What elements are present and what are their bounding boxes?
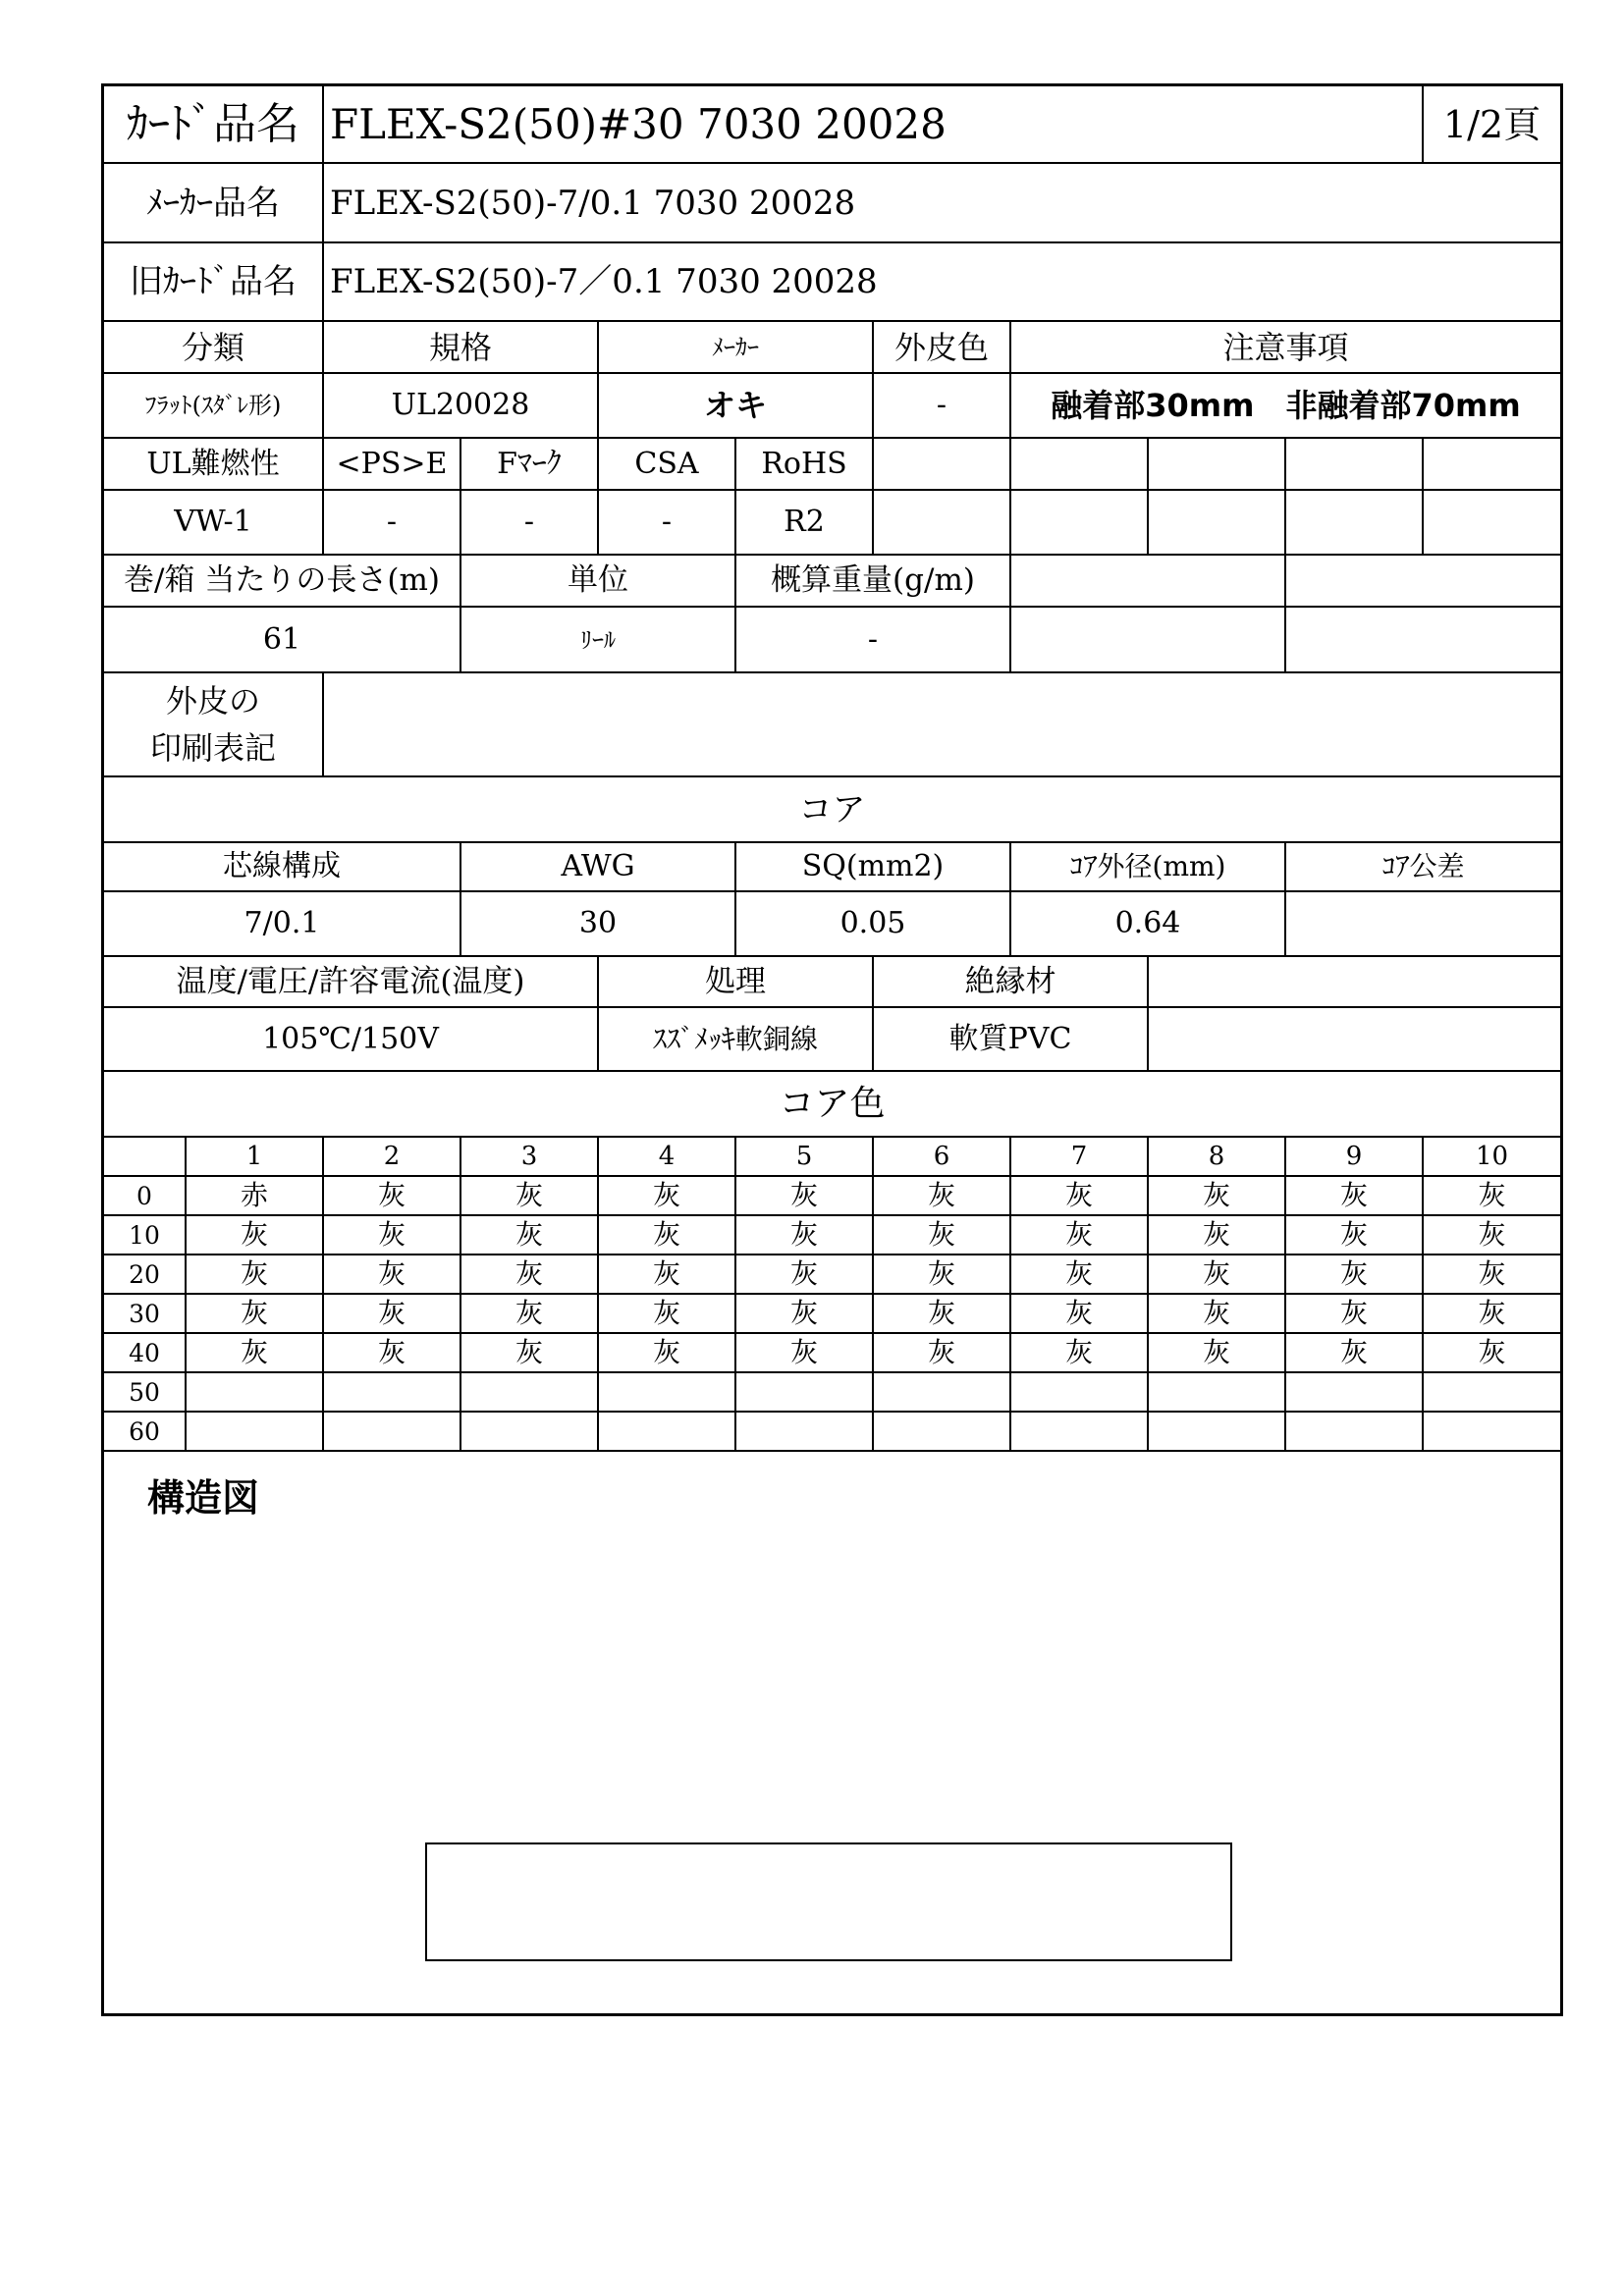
- color-column-header: 4: [598, 1137, 735, 1176]
- core-header: 芯線構成: [103, 842, 460, 891]
- color-cell: 灰: [598, 1176, 735, 1215]
- empty-cell: [1285, 438, 1423, 490]
- maker-name-value: FLEX-S2(50)-7/0.1 7030 20028: [323, 163, 1561, 242]
- maker-name-label: ﾒｰｶｰ品名: [103, 163, 323, 242]
- empty-cell: [1285, 607, 1561, 672]
- ul-header: Fﾏｰｸ: [460, 438, 598, 490]
- core-section-title: コア: [103, 776, 1561, 842]
- color-cell: [1148, 1372, 1285, 1412]
- color-cell: 灰: [873, 1176, 1010, 1215]
- color-cell: 灰: [1148, 1215, 1285, 1255]
- color-cell: 赤: [186, 1176, 323, 1215]
- spec-value: ﾌﾗｯﾄ(ｽﾀﾞﾚ形): [103, 373, 323, 438]
- color-cell: 灰: [873, 1294, 1010, 1333]
- color-cell: 灰: [735, 1294, 873, 1333]
- color-cell: 灰: [735, 1176, 873, 1215]
- color-cell: 灰: [1010, 1176, 1148, 1215]
- color-cell: [1010, 1372, 1148, 1412]
- print-notation-label-line: 外皮の: [165, 682, 260, 720]
- temp-header: 処理: [598, 956, 873, 1007]
- length-header: 概算重量(g/m): [735, 555, 1010, 607]
- spec-header: 分類: [103, 321, 323, 373]
- ul-header: RoHS: [735, 438, 873, 490]
- color-cell: 灰: [1423, 1255, 1561, 1294]
- color-cell: 灰: [1148, 1255, 1285, 1294]
- color-cell: 灰: [1423, 1215, 1561, 1255]
- empty-cell: [873, 490, 1010, 555]
- color-cell: 灰: [735, 1215, 873, 1255]
- color-cell: [1010, 1412, 1148, 1451]
- color-row-label: 20: [103, 1255, 186, 1294]
- color-cell: [1285, 1412, 1423, 1451]
- color-cell: 灰: [1148, 1333, 1285, 1372]
- color-column-header: 9: [1285, 1137, 1423, 1176]
- color-cell: 灰: [323, 1215, 460, 1255]
- color-column-header: 3: [460, 1137, 598, 1176]
- ul-value: -: [460, 490, 598, 555]
- core-header: ｺｱ外径(mm): [1010, 842, 1285, 891]
- core-value: [1285, 891, 1561, 956]
- spec-value: 融着部30mm 非融着部70mm: [1010, 373, 1561, 438]
- core-color-title: コア色: [103, 1071, 1561, 1137]
- spec-value: オキ: [598, 373, 873, 438]
- core-value: 30: [460, 891, 735, 956]
- color-cell: 灰: [186, 1333, 323, 1372]
- color-cell: 灰: [598, 1215, 735, 1255]
- ul-header: UL難燃性: [103, 438, 323, 490]
- color-cell: 灰: [1148, 1294, 1285, 1333]
- color-cell: 灰: [186, 1215, 323, 1255]
- core-header: SQ(mm2): [735, 842, 1010, 891]
- core-value: 7/0.1: [103, 891, 460, 956]
- ul-header: CSA: [598, 438, 735, 490]
- spec-value: -: [873, 373, 1010, 438]
- spec-header: 規格: [323, 321, 598, 373]
- color-cell: 灰: [873, 1215, 1010, 1255]
- empty-cell: [1148, 956, 1561, 1007]
- print-notation-value: [323, 672, 1561, 776]
- color-cell: 灰: [460, 1176, 598, 1215]
- color-cell: 灰: [1010, 1215, 1148, 1255]
- color-cell: 灰: [323, 1176, 460, 1215]
- length-header: 単位: [460, 555, 735, 607]
- color-cell: 灰: [1423, 1333, 1561, 1372]
- color-cell: 灰: [1010, 1333, 1148, 1372]
- temp-value: 105℃/150V: [103, 1007, 598, 1071]
- color-cell: [598, 1372, 735, 1412]
- color-cell: [1148, 1412, 1285, 1451]
- color-cell: [873, 1412, 1010, 1451]
- color-cell: 灰: [873, 1333, 1010, 1372]
- spec-header: 外皮色: [873, 321, 1010, 373]
- empty-cell: [1148, 1007, 1561, 1071]
- color-cell: 灰: [873, 1255, 1010, 1294]
- color-cell: [735, 1412, 873, 1451]
- color-cell: 灰: [323, 1333, 460, 1372]
- ul-value: R2: [735, 490, 873, 555]
- empty-cell: [1010, 555, 1285, 607]
- empty-cell: [1010, 607, 1285, 672]
- color-cell: 灰: [1285, 1333, 1423, 1372]
- color-cell: 灰: [460, 1333, 598, 1372]
- color-cell: 灰: [735, 1333, 873, 1372]
- color-cell: 灰: [598, 1333, 735, 1372]
- color-column-header: 1: [186, 1137, 323, 1176]
- old-card-name-label: 旧ｶｰﾄﾞ品名: [103, 242, 323, 321]
- print-notation-label-line: 印刷表記: [149, 729, 276, 767]
- color-column-header: 2: [323, 1137, 460, 1176]
- temp-value: ｽｽﾞﾒｯｷ軟銅線: [598, 1007, 873, 1071]
- color-cell: 灰: [1148, 1176, 1285, 1215]
- color-cell: 灰: [460, 1294, 598, 1333]
- color-cell: 灰: [460, 1215, 598, 1255]
- spec-value: UL20028: [323, 373, 598, 438]
- color-cell: [735, 1372, 873, 1412]
- print-notation-label: [103, 672, 323, 776]
- empty-cell: [1423, 490, 1561, 555]
- color-cell: 灰: [598, 1294, 735, 1333]
- color-cell: 灰: [323, 1255, 460, 1294]
- color-cell: 灰: [598, 1255, 735, 1294]
- length-value: ﾘｰﾙ: [460, 607, 735, 672]
- color-column-header: 7: [1010, 1137, 1148, 1176]
- temp-header: 温度/電圧/許容電流(温度): [103, 956, 598, 1007]
- color-row-label: 50: [103, 1372, 186, 1412]
- temp-header: 絶縁材: [873, 956, 1148, 1007]
- color-cell: [186, 1412, 323, 1451]
- empty-cell: [1423, 438, 1561, 490]
- length-value: 61: [103, 607, 460, 672]
- color-row-label: 60: [103, 1412, 186, 1451]
- color-cell: [460, 1372, 598, 1412]
- color-cell: 灰: [1285, 1215, 1423, 1255]
- color-cell: 灰: [460, 1255, 598, 1294]
- color-cell: 灰: [186, 1294, 323, 1333]
- ul-header: <PS>E: [323, 438, 460, 490]
- core-header: ｺｱ公差: [1285, 842, 1561, 891]
- color-cell: 灰: [1285, 1294, 1423, 1333]
- spec-header: 注意事項: [1010, 321, 1561, 373]
- empty-cell: [1010, 490, 1148, 555]
- color-cell: [873, 1372, 1010, 1412]
- ul-value: -: [598, 490, 735, 555]
- color-column-header: 10: [1423, 1137, 1561, 1176]
- ul-value: VW-1: [103, 490, 323, 555]
- color-cell: [323, 1372, 460, 1412]
- color-corner-cell: [103, 1137, 186, 1176]
- color-row-label: 30: [103, 1294, 186, 1333]
- color-cell: 灰: [1010, 1255, 1148, 1294]
- color-cell: [323, 1412, 460, 1451]
- temp-value: 軟質PVC: [873, 1007, 1148, 1071]
- spec-header: ﾒｰｶｰ: [598, 321, 873, 373]
- length-value: -: [735, 607, 1010, 672]
- empty-cell: [873, 438, 1010, 490]
- color-cell: 灰: [1010, 1294, 1148, 1333]
- color-cell: [460, 1412, 598, 1451]
- empty-cell: [1148, 438, 1285, 490]
- empty-cell: [1148, 490, 1285, 555]
- structure-diagram-title: 構造図: [103, 1451, 1561, 2014]
- card-name-value: FLEX-S2(50)#30 7030 20028: [323, 85, 1423, 163]
- empty-cell: [1010, 438, 1148, 490]
- color-column-header: 6: [873, 1137, 1010, 1176]
- color-cell: [186, 1372, 323, 1412]
- color-cell: 灰: [735, 1255, 873, 1294]
- color-column-header: 5: [735, 1137, 873, 1176]
- color-cell: 灰: [323, 1294, 460, 1333]
- color-cell: [598, 1412, 735, 1451]
- core-value: 0.64: [1010, 891, 1285, 956]
- structure-diagram-box: [425, 1842, 1232, 1961]
- color-cell: 灰: [1285, 1176, 1423, 1215]
- color-row-label: 40: [103, 1333, 186, 1372]
- color-cell: 灰: [186, 1255, 323, 1294]
- ul-value: -: [323, 490, 460, 555]
- color-row-label: 10: [103, 1215, 186, 1255]
- color-cell: [1423, 1372, 1561, 1412]
- empty-cell: [1285, 555, 1561, 607]
- core-value: 0.05: [735, 891, 1010, 956]
- color-cell: 灰: [1423, 1176, 1561, 1215]
- color-column-header: 8: [1148, 1137, 1285, 1176]
- old-card-name-value: FLEX-S2(50)-7／0.1 7030 20028: [323, 242, 1561, 321]
- length-header: 巻/箱 当たりの長さ(m): [103, 555, 460, 607]
- page-indicator: 1/2頁: [1423, 85, 1561, 163]
- color-cell: [1423, 1412, 1561, 1451]
- color-cell: [1285, 1372, 1423, 1412]
- core-header: AWG: [460, 842, 735, 891]
- color-cell: 灰: [1285, 1255, 1423, 1294]
- empty-cell: [1285, 490, 1423, 555]
- color-row-label: 0: [103, 1176, 186, 1215]
- color-cell: 灰: [1423, 1294, 1561, 1333]
- card-name-label: ｶｰﾄﾞ品名: [103, 85, 323, 163]
